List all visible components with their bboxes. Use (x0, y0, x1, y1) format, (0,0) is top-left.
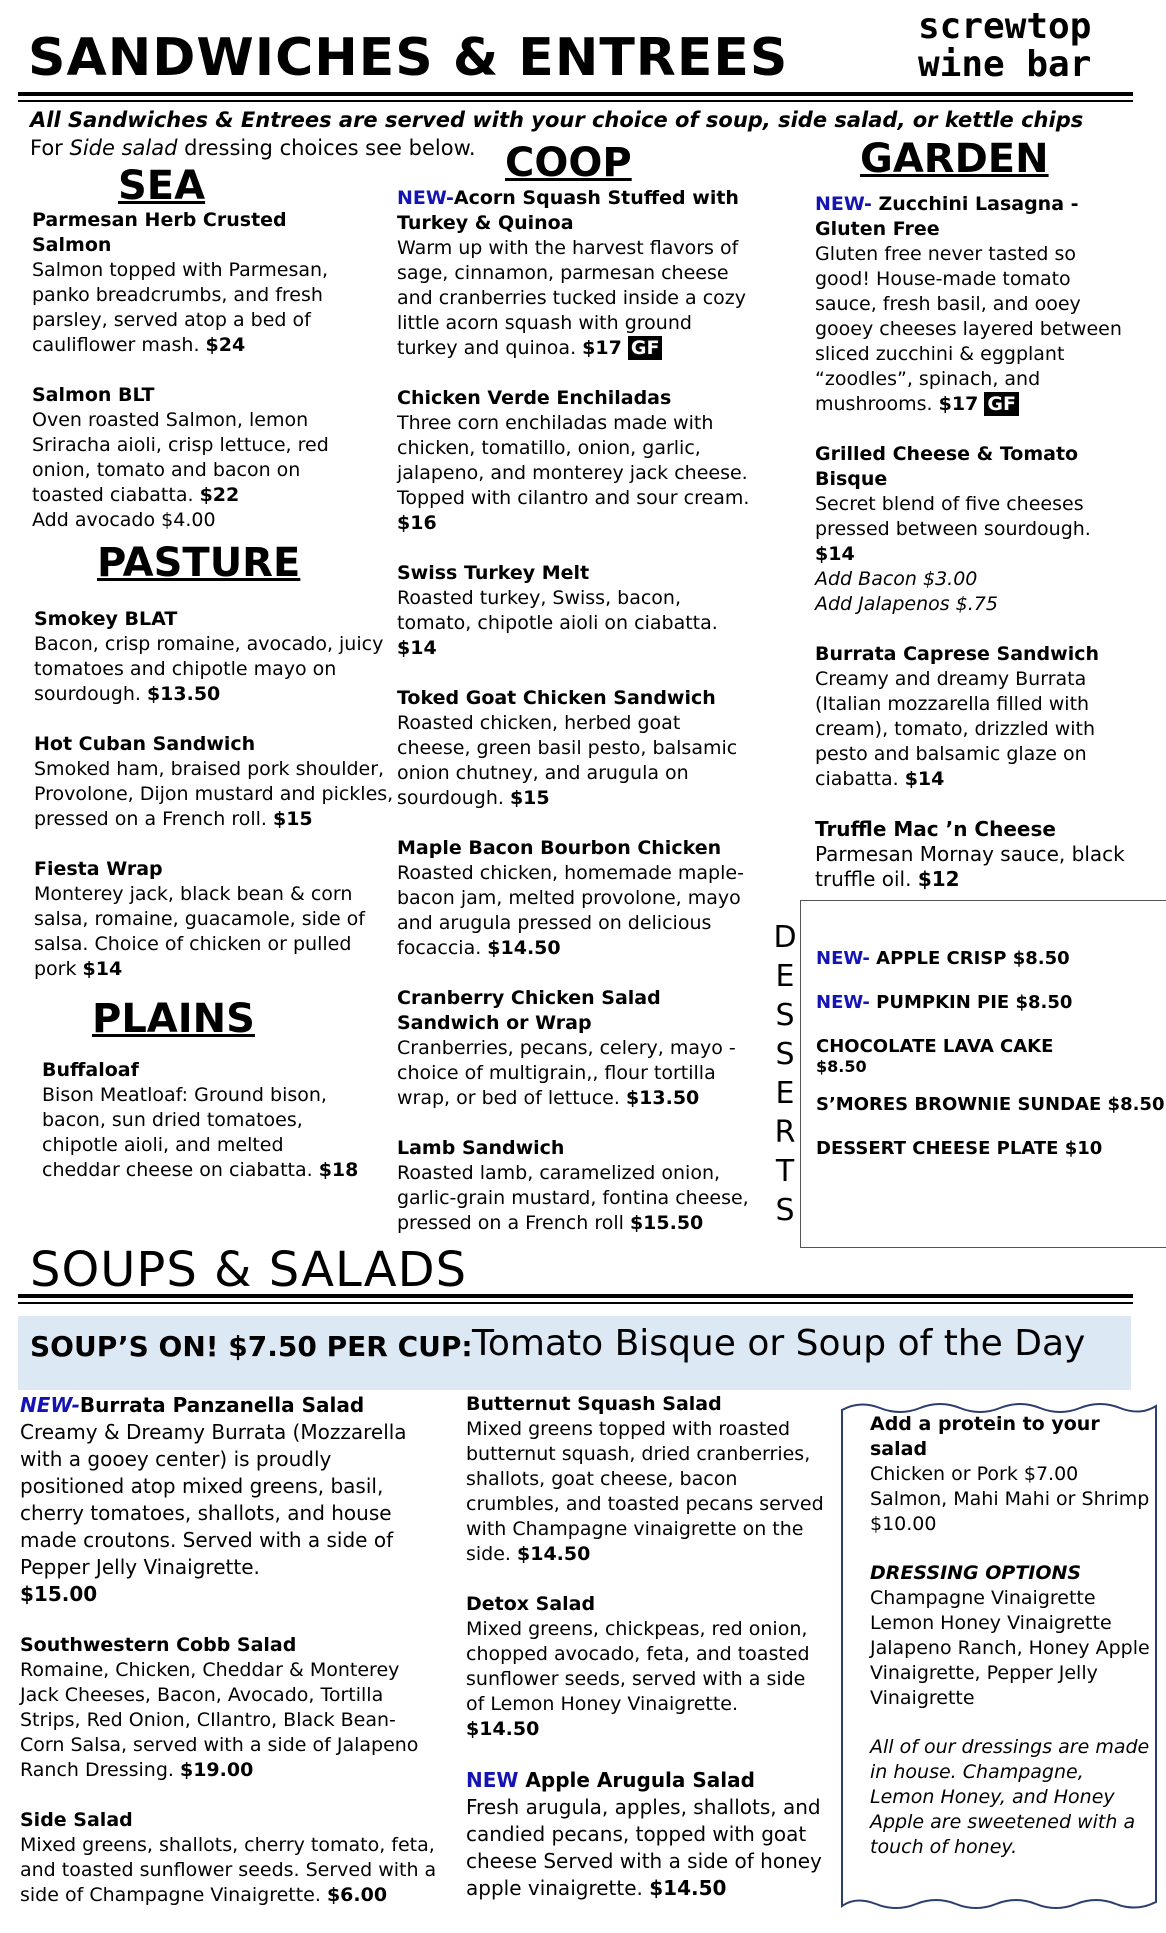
item-name: Cranberry Chicken Salad Sandwich or Wrap (397, 987, 661, 1034)
item-name: Burrata Caprese Sandwich (815, 643, 1100, 665)
menu-item (815, 642, 1135, 792)
plains-column (42, 1058, 362, 1208)
item-name: Salmon BLT (32, 384, 155, 406)
dressing-list: Champagne Vinaigrette Lemon Honey Vinaigrette Jalapeno Ranch, Honey Apple Vinaigrette, Pepper Jelly Vinaigrette (870, 1587, 1150, 1709)
item-desc: Gluten free never tasted so good! House-made tomato sauce, fresh basil, and ooey gooey cheeses layered between sliced zucchini & eggplant “zoodles”, spinach, and mushrooms. (815, 243, 1122, 415)
item-price: $15.00 (20, 1582, 98, 1606)
item-name: Chicken Verde Enchiladas (397, 387, 672, 409)
menu-item (397, 561, 757, 661)
menu-item (466, 1392, 826, 1567)
dressing-note: All of our dressings are made in house. Champagne, Lemon Honey, and Honey Apple are sweetened with a touch of honey. (870, 1736, 1150, 1858)
item-desc: Creamy and dreamy Burrata (Italian mozzarella filled with cream), tomato, drizzled with pesto and balsamic glaze on ciabatta. (815, 668, 1096, 790)
soups-rule (18, 1294, 1133, 1298)
item-desc: Mixed greens, shallots, cherry tomato, feta, and toasted sunflower seeds. Served with a side of Champagne Vinaigrette. (20, 1834, 437, 1906)
menu-item (466, 1767, 826, 1902)
soup-price-label: SOUP’S ON! $7.50 PER CUP: (30, 1330, 473, 1363)
item-price: $13.50 (625, 1087, 700, 1109)
desserts-vertical-label: D E S S E R T S (773, 920, 797, 1228)
menu-item (20, 1808, 440, 1908)
item-addon: Add avocado $4.00 (32, 509, 216, 531)
item-name: Hot Cuban Sandwich (34, 733, 256, 755)
brand-logo (918, 8, 1091, 84)
item-desc: Bacon, crisp romaine, avocado, juicy tomatoes and chipotle mayo on sourdough. (34, 633, 384, 705)
section-title-sea: SEA (118, 163, 206, 209)
menu-item (815, 442, 1135, 617)
item-name: Lamb Sandwich (397, 1137, 565, 1159)
item-price: $19.00 (179, 1759, 254, 1781)
item-price: $14 (397, 637, 437, 659)
item-addon: Add Bacon $3.00 (815, 568, 978, 590)
item-desc: Romaine, Chicken, Cheddar & Monterey Jack Cheeses, Bacon, Avocado, Tortilla Strips, Red Onion, CIlantro, Black Bean-Corn Salsa, served with a side of Jalapeno Ranch Dressing. (20, 1659, 419, 1781)
item-desc: Mixed greens topped with roasted butternut squash, dried cranberries, shallots, goat cheese, bacon crumbles, and toasted pecans served with Champagne vinaigrette on the side. (466, 1418, 824, 1565)
new-badge: NEW- (20, 1393, 80, 1417)
item-price: $17 (938, 393, 979, 415)
sea-column (32, 208, 332, 558)
item-name: NEW-Burrata Panzanella Salad (20, 1393, 365, 1417)
header-rule-thin (18, 100, 1133, 102)
soups-rule-thin (18, 1302, 1133, 1304)
item-price: $14.50 (466, 1718, 540, 1740)
item-desc: Oven roasted Salmon, lemon Sriracha aioli, crisp lettuce, red onion, tomato and bacon on toasted ciabatta. (32, 409, 329, 506)
item-name: Toked Goat Chicken Sandwich (397, 687, 716, 709)
item-desc: Roasted turkey, Swiss, bacon, tomato, chipotle aioli on ciabatta. (397, 587, 718, 634)
dessert-item: S’MORES BROWNIE SUNDAE $8.50 (816, 1094, 1165, 1115)
section-title-plains: PLAINS (92, 996, 255, 1042)
section-title-coop: COOP (505, 140, 632, 186)
menu-item (397, 386, 757, 536)
item-price: $14.50 (649, 1876, 727, 1900)
menu-item (815, 192, 1135, 417)
item-name: NEW Apple Arugula Salad (466, 1768, 755, 1792)
item-name: NEW- Zucchini Lasagna - Gluten Free (815, 193, 1079, 240)
protein-line: Salmon, Mahi Mahi or Shrimp $10.00 (870, 1488, 1150, 1535)
page-title: SANDWICHES & ENTREES (28, 28, 789, 88)
item-price: $15 (272, 808, 313, 830)
item-desc: Salmon topped with Parmesan, panko breadcrumbs, and fresh parsley, served atop a bed of cauliflower mash. (32, 259, 329, 356)
menu-item (397, 836, 757, 961)
new-badge: NEW (466, 1768, 519, 1792)
menu-item (32, 208, 332, 358)
item-price: $14 (82, 958, 123, 980)
item-price: $16 (397, 512, 437, 534)
side-box-content (870, 1412, 1150, 1860)
item-desc: Parmesan Mornay sauce, black truffle oil. (815, 842, 1125, 891)
item-name: Butternut Squash Salad (466, 1393, 722, 1415)
item-desc: Roasted chicken, herbed goat cheese, green basil pesto, balsamic onion chutney, and arugula on sourdough. (397, 712, 738, 809)
section-title-garden: GARDEN (860, 136, 1049, 182)
desserts-list (816, 948, 1164, 1182)
item-desc: Warm up with the harvest flavors of sage, cinnamon, parmesan cheese and cranberries tucked inside a cozy little acorn squash with ground turkey and quinoa. (397, 237, 746, 359)
menu-item (34, 607, 394, 707)
item-price: $15.50 (629, 1212, 704, 1234)
menu-item (815, 817, 1135, 892)
served-note: All Sandwiches & Entrees are served with your choice of soup, side salad, or kettle chips (30, 108, 1084, 132)
item-name: Side Salad (20, 1809, 133, 1831)
menu-item (34, 857, 394, 982)
menu-item (32, 383, 332, 533)
item-name: Parmesan Herb Crusted Salmon (32, 209, 287, 256)
coop-column (397, 186, 757, 1261)
menu-item (20, 1392, 440, 1608)
item-desc: Smoked ham, braised pork shoulder, Provolone, Dijon mustard and pickles, pressed on a French roll. (34, 758, 394, 830)
item-price: $6.00 (326, 1884, 388, 1906)
item-price: $15 (509, 787, 550, 809)
header-rule (18, 92, 1133, 96)
salads-mid-column (466, 1392, 826, 1927)
item-price: $14.50 (517, 1543, 591, 1565)
item-name: Detox Salad (466, 1593, 596, 1615)
new-badge: NEW- (397, 187, 454, 209)
item-addon: Add Jalapenos $.75 (815, 593, 998, 615)
protein-title: Add a protein to your salad (870, 1413, 1100, 1460)
item-desc: Mixed greens, chickpeas, red onion, chopped avocado, feta, and toasted sunflower seeds, served with a side of Lemon Honey Vinaigrette. (466, 1618, 810, 1715)
section-title-pasture: PASTURE (97, 540, 301, 586)
dessert-item: CHOCOLATE LAVA CAKE $8.50 (816, 1036, 1054, 1076)
new-badge: NEW- (815, 193, 872, 215)
dressing-note: For Side salad dressing choices see below. (30, 136, 476, 160)
item-price: $22 (199, 484, 240, 506)
brand-line-1: screwtop (918, 6, 1092, 47)
menu-item (20, 1633, 440, 1783)
menu-item (397, 986, 757, 1111)
item-price: $14 (815, 543, 855, 565)
protein-line: Chicken or Pork $7.00 (870, 1463, 1079, 1485)
item-name: Buffaloaf (42, 1059, 139, 1081)
salads-left-column (20, 1392, 440, 1933)
item-name: Maple Bacon Bourbon Chicken (397, 837, 722, 859)
item-price: $24 (205, 334, 246, 356)
menu-item (466, 1592, 826, 1742)
menu-item (397, 686, 757, 811)
item-price: $14 (904, 768, 945, 790)
soups-salads-title: SOUPS & SALADS (30, 1242, 468, 1298)
item-price: $17 (582, 337, 622, 359)
menu-item (34, 732, 394, 832)
item-name: Southwestern Cobb Salad (20, 1634, 297, 1656)
item-name: Truffle Mac ’n Cheese (815, 817, 1056, 841)
item-desc: Fresh arugula, apples, shallots, and candied pecans, topped with goat cheese Served with a side of honey apple vinaigrette. (466, 1795, 822, 1900)
item-name: Grilled Cheese & Tomato Bisque (815, 443, 1079, 490)
item-name: Smokey BLAT (34, 608, 178, 630)
item-desc: Cranberries, pecans, celery, mayo - choice of multigrain,, flour tortilla wrap, or bed of lettuce. (397, 1037, 736, 1109)
dressing-title: DRESSING OPTIONS (870, 1562, 1082, 1584)
item-price: $12 (917, 867, 960, 891)
dessert-item: DESSERT CHEESE PLATE $10 (816, 1138, 1103, 1159)
item-price: $14.50 (487, 937, 561, 959)
item-name: NEW-Acorn Squash Stuffed with Turkey & Quinoa (397, 187, 739, 234)
item-name: Swiss Turkey Melt (397, 562, 590, 584)
item-desc: Bison Meatloaf: Ground bison, bacon, sun dried tomatoes, chipotle aioli, and melted cheddar cheese on ciabatta. (42, 1084, 327, 1181)
item-desc: Three corn enchiladas made with chicken, tomatillo, onion, garlic, jalapeno, and monterey jack cheese. Topped with cilantro and sour cream. (397, 412, 750, 509)
item-price: $13.50 (146, 683, 221, 705)
menu-item (397, 1136, 757, 1236)
dessert-item: NEW- APPLE CRISP $8.50 (816, 948, 1070, 969)
item-desc: Roasted lamb, caramelized onion, garlic-grain mustard, fontina cheese, pressed on a French roll (397, 1162, 749, 1234)
item-desc: Monterey jack, black bean & corn salsa, romaine, guacamole, side of salsa. Choice of chicken or pulled pork (34, 883, 365, 980)
pasture-column (34, 607, 394, 1007)
gluten-free-badge: GF (628, 336, 663, 360)
menu-item (42, 1058, 362, 1183)
soup-options: Tomato Bisque or Soup of the Day (472, 1323, 1086, 1364)
item-name: Fiesta Wrap (34, 858, 163, 880)
item-desc: Secret blend of five cheeses pressed between sourdough. (815, 493, 1091, 540)
item-price: $18 (318, 1159, 359, 1181)
menu-item (397, 186, 757, 361)
garden-column (815, 192, 1135, 917)
item-desc: Creamy & Dreamy Burrata (Mozzarella with a gooey center) is proudly positioned atop mixed greens, basil, cherry tomatoes, shallots, and house made croutons. Served with a side of Pepper Jelly Vinaigrette. (20, 1420, 407, 1579)
gluten-free-badge: GF (984, 392, 1019, 416)
item-desc: Roasted chicken, homemade maple-bacon jam, melted provolone, mayo and arugula pressed on delicious focaccia. (397, 862, 744, 959)
brand-line-2: wine bar (918, 44, 1092, 85)
dessert-item: NEW- PUMPKIN PIE $8.50 (816, 992, 1073, 1013)
